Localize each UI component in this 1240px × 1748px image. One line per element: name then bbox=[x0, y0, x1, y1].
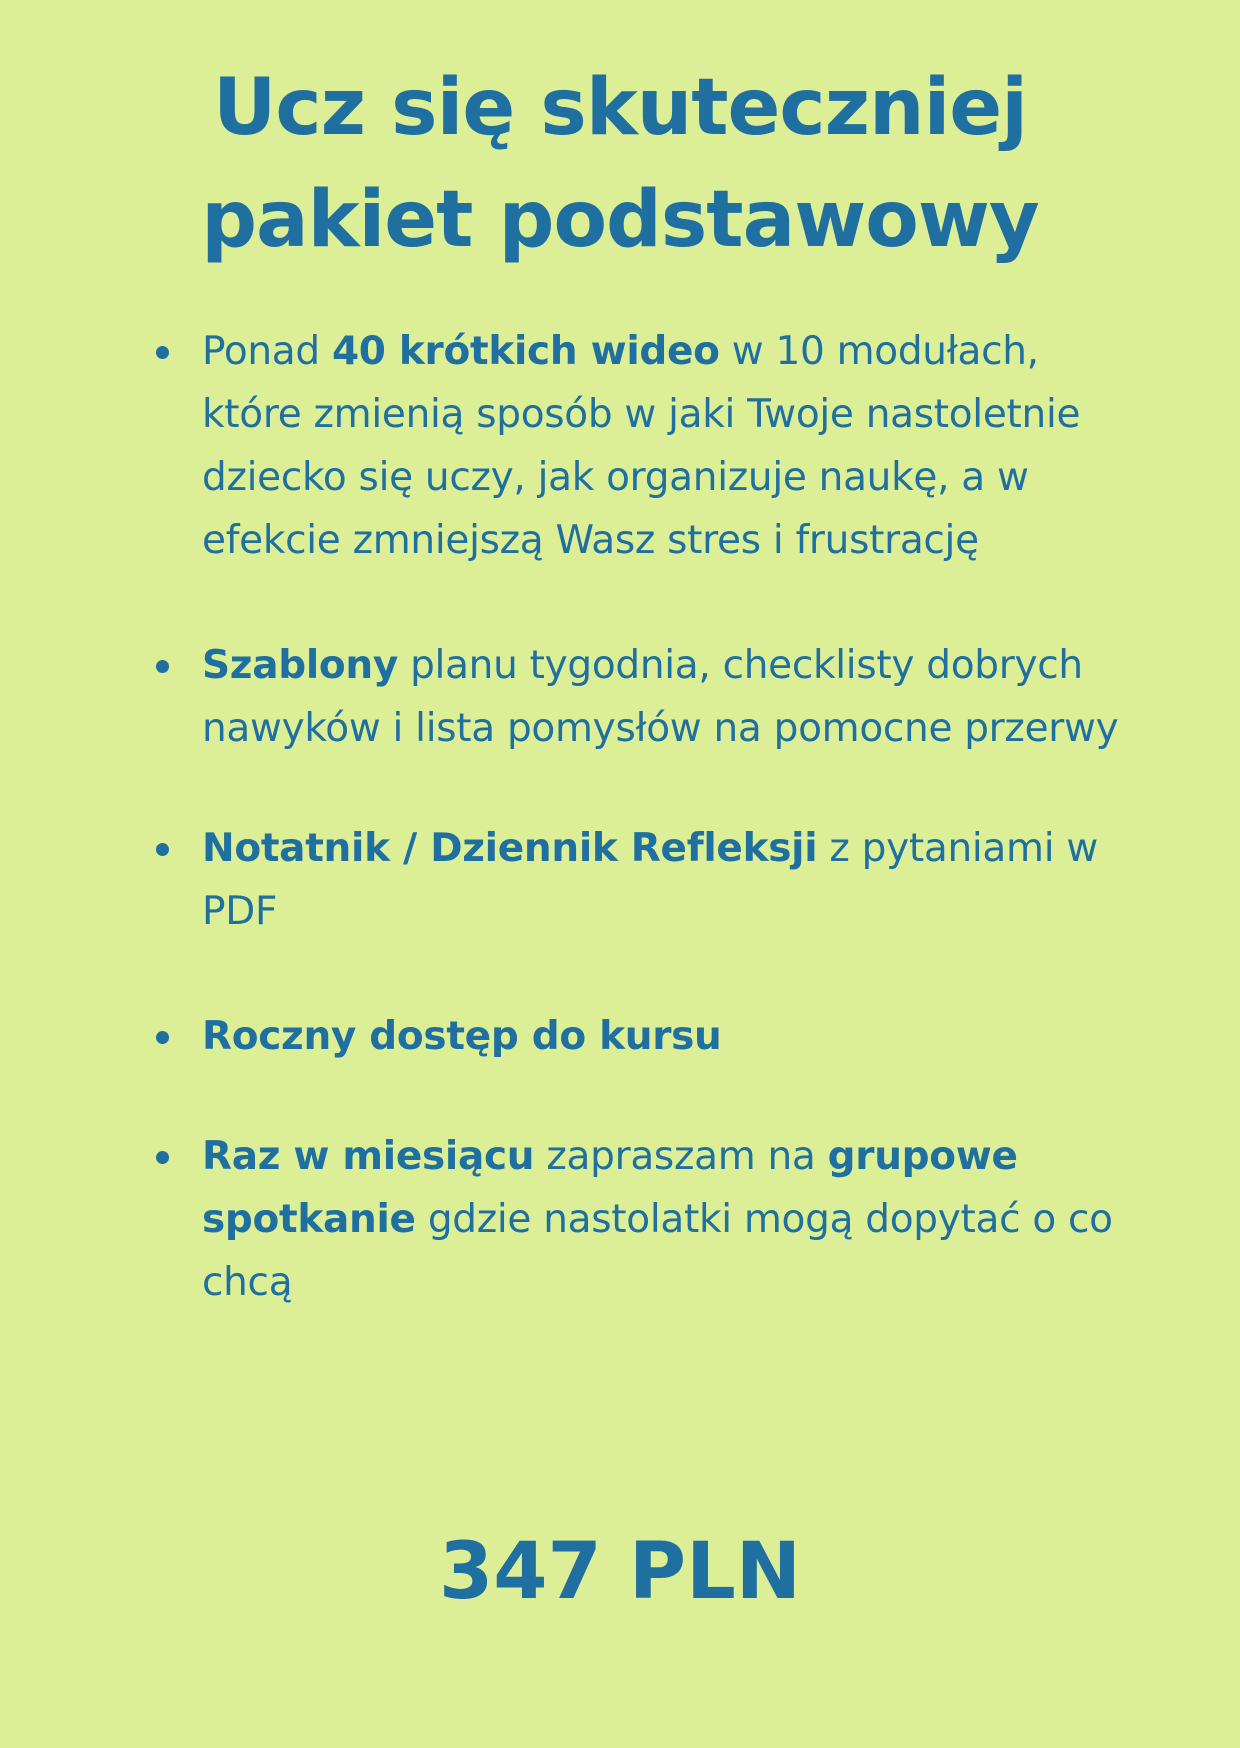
price-label: 347 PLN bbox=[438, 1527, 802, 1617]
feature-highlight: 40 krótkich wideo bbox=[331, 329, 720, 374]
feature-list bbox=[148, 320, 1148, 1376]
feature-text bbox=[202, 643, 1118, 751]
feature-text-part: z pytaniami w PDF bbox=[202, 826, 1098, 934]
feature-highlight: Notatnik / Dziennik Refleksji bbox=[202, 826, 818, 871]
feature-text bbox=[202, 1014, 722, 1059]
feature-item-access bbox=[148, 1005, 1148, 1068]
feature-text-part: w 10 modułach, które zmienią sposób w jaki Twoje nastoletnie dziecko się uczy, jak organizuje naukę, a w efekcie zmniejszą Wasz stres i frustrację bbox=[202, 329, 1081, 563]
feature-text bbox=[202, 329, 1080, 563]
page-title bbox=[0, 52, 1240, 276]
bullet-icon bbox=[156, 660, 169, 673]
feature-text-part: gdzie nastolatki mogą dopytać o co chcą bbox=[202, 1197, 1113, 1305]
feature-highlight: grupowe spotkanie bbox=[202, 1134, 1018, 1242]
title-line-2: pakiet podstawowy bbox=[201, 175, 1039, 265]
feature-text-part: Ponad bbox=[202, 329, 332, 374]
feature-item-meeting bbox=[148, 1125, 1148, 1314]
feature-item-templates bbox=[148, 634, 1148, 760]
bullet-icon bbox=[156, 346, 169, 359]
feature-item-journal bbox=[148, 817, 1148, 943]
bullet-icon bbox=[156, 843, 169, 856]
feature-highlight: Roczny dostęp do kursu bbox=[202, 1014, 722, 1059]
bullet-icon bbox=[156, 1031, 169, 1044]
title-line-1: Ucz się skuteczniej bbox=[213, 63, 1027, 153]
feature-text-part: zapraszam na bbox=[534, 1134, 828, 1179]
feature-text-part: planu tygodnia, checklisty dobrych nawyków i lista pomysłów na pomocne przerwy bbox=[202, 643, 1119, 751]
feature-highlight: Raz w miesiącu bbox=[202, 1134, 535, 1179]
bullet-icon bbox=[156, 1151, 169, 1164]
feature-text bbox=[202, 826, 1098, 934]
feature-item-videos bbox=[148, 320, 1148, 572]
feature-highlight: Szablony bbox=[202, 643, 398, 688]
feature-text bbox=[202, 1134, 1113, 1305]
